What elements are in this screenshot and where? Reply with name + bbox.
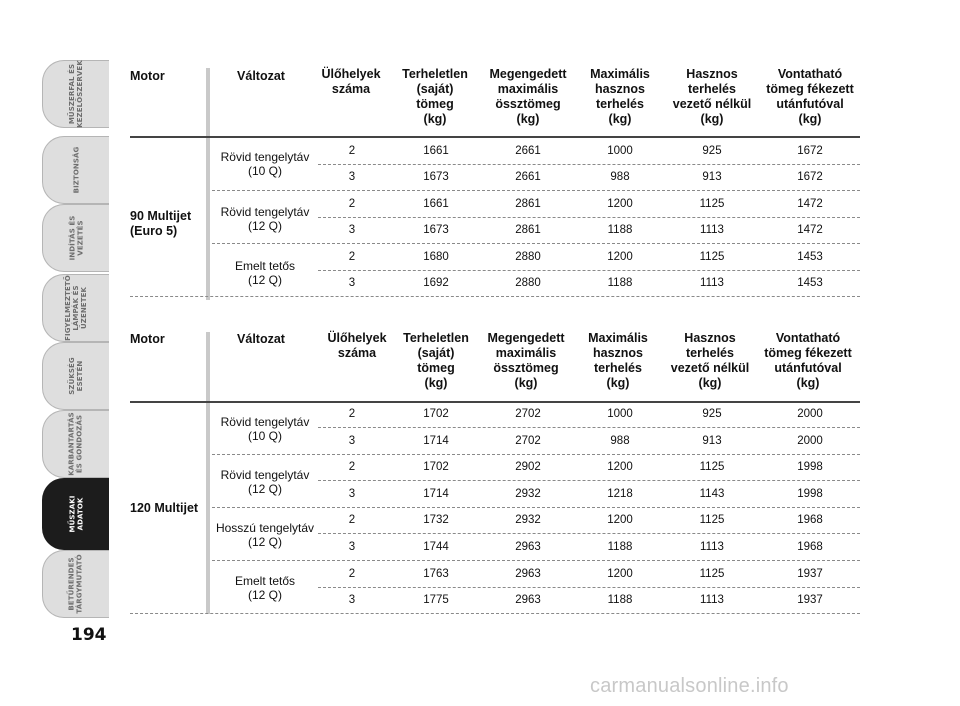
header-valtozat: Változat: [237, 332, 285, 346]
table-cell: 3: [348, 434, 356, 447]
table-cell: 2000: [797, 408, 823, 420]
row-divider: [318, 217, 860, 218]
table-cell: 1200: [607, 514, 633, 527]
header-maximalis: Maximális hasznos terhelés (kg): [590, 67, 650, 126]
table-cell: 2661: [515, 171, 541, 184]
version-label: Hosszú tengelytáv (12 Q): [215, 521, 315, 549]
table-cell: 3: [348, 277, 356, 289]
table-cell: 1125: [699, 567, 725, 580]
table-cell: 1692: [423, 277, 449, 289]
row-divider: [318, 480, 860, 481]
table-cell: 3: [348, 541, 356, 553]
tab-karbantartas[interactable]: [42, 410, 109, 478]
tab-label: INDÍTÁS ÉS VEZETÉS: [68, 215, 84, 261]
version-label: Rövid tengelytáv (12 Q): [220, 468, 310, 496]
page-number: 194: [71, 625, 107, 645]
tab-label: BIZTONSÁG: [72, 146, 80, 194]
table-cell: 2963: [515, 541, 541, 553]
table-cell: 2963: [515, 567, 541, 580]
table-cell: 2861: [515, 197, 541, 210]
table-cell: 2963: [515, 594, 541, 607]
table-cell: 1673: [423, 224, 449, 237]
table-cell: 1714: [423, 434, 449, 447]
table-cell: 1763: [423, 567, 449, 580]
tab-label: MŰSZERFAL ÉS KEZELŐSZERVEK: [68, 60, 84, 128]
table-cell: 2880: [515, 250, 541, 263]
row-divider: [212, 190, 860, 191]
tab-betrendes[interactable]: [42, 550, 109, 618]
table-cell: 1113: [700, 594, 724, 607]
header-valtozat: Változat: [237, 69, 285, 83]
table-cell: 1673: [423, 171, 449, 184]
table-cell: 1200: [607, 250, 633, 263]
column-divider: [206, 68, 210, 300]
table-cell: 3: [348, 171, 356, 184]
row-divider: [212, 507, 860, 508]
table-cell: 1702: [423, 461, 449, 474]
column-divider: [206, 332, 210, 614]
header-ulohelyek: Ülőhelyek száma: [327, 331, 387, 360]
tab-szukseg[interactable]: [42, 342, 109, 410]
table-cell: 2: [348, 461, 356, 474]
table-cell: 1672: [797, 171, 823, 184]
table-cell: 1680: [423, 250, 449, 263]
table-cell: 2: [348, 567, 356, 580]
row-divider: [212, 560, 860, 561]
table-cell: 3: [348, 487, 356, 500]
table-cell: 1125: [699, 250, 725, 263]
table-cell: 1732: [423, 514, 449, 527]
table-cell: 1453: [797, 250, 823, 263]
table-cell: 2902: [515, 461, 541, 474]
table-cell: 1188: [607, 594, 633, 607]
tab-label: KARBANTARTÁS ÉS GONDOZÁS: [68, 412, 84, 476]
table-cell: 988: [610, 434, 630, 447]
row-divider: [212, 454, 860, 455]
tab-figyelmezteto[interactable]: [42, 274, 109, 342]
table-cell: 1113: [700, 277, 724, 289]
row-divider: [130, 613, 860, 614]
row-divider: [212, 243, 860, 244]
table-cell: 1200: [607, 461, 633, 474]
tab-label: SZÜKSÉG ESETÉN: [68, 357, 84, 395]
table-cell: 1968: [797, 541, 823, 553]
table-cell: 2: [348, 250, 356, 263]
table-cell: 1672: [797, 145, 823, 157]
table-cell: 2: [348, 408, 356, 420]
table-cell: 2: [348, 514, 356, 527]
table-cell: 2932: [515, 514, 541, 527]
table-cell: 1968: [797, 514, 823, 527]
header-vontathato: Vontatható tömeg fékezett utánfutóval (kg): [764, 331, 852, 390]
table-cell: 1453: [797, 277, 823, 289]
tab-label: FIGYELMEZTETŐ LÁMPÁK ÉS ÜZENETEK: [63, 275, 88, 341]
row-divider: [318, 427, 860, 428]
table-cell: 1702: [423, 408, 449, 420]
row-divider: [318, 270, 860, 271]
table-cell: 1113: [700, 224, 724, 237]
version-label: Rövid tengelytáv (10 Q): [220, 150, 310, 178]
tab-inditas[interactable]: [42, 204, 109, 272]
watermark: carmanualsonline.info: [590, 675, 789, 697]
table-cell: 1113: [700, 541, 724, 553]
row-divider: [130, 296, 860, 297]
table-cell: 1200: [607, 567, 633, 580]
engine-label: 120 Multijet: [130, 501, 199, 515]
table-cell: 2861: [515, 224, 541, 237]
row-divider: [318, 164, 860, 165]
table-cell: 913: [702, 434, 722, 447]
table-cell: 2702: [515, 434, 541, 447]
table-cell: 1000: [607, 145, 633, 157]
table-cell: 1661: [423, 145, 449, 157]
table-cell: 2880: [515, 277, 541, 289]
table-cell: 1188: [607, 277, 633, 289]
table-cell: 1937: [797, 594, 823, 607]
table-cell: 925: [702, 408, 722, 420]
table-cell: 1937: [797, 567, 823, 580]
table-cell: 1188: [607, 541, 633, 553]
tab-label: BETŰRENDES TÁRGYMUTATÓ: [68, 554, 84, 614]
table-cell: 1472: [797, 197, 823, 210]
table-cell: 2932: [515, 487, 541, 500]
tab-muszerfal[interactable]: [42, 60, 109, 128]
table-cell: 925: [702, 145, 722, 157]
table-cell: 2: [348, 197, 356, 210]
table-cell: 1714: [423, 487, 449, 500]
header-motor: Motor: [130, 69, 165, 83]
header-megengedett: Megengedett maximális össztömeg (kg): [489, 67, 567, 126]
engine-label: 90 Multijet (Euro 5): [130, 209, 192, 238]
header-hasznos: Hasznos terhelés vezető nélkül (kg): [670, 331, 750, 390]
row-divider: [318, 533, 860, 534]
version-label: Emelt tetős (12 Q): [234, 574, 296, 602]
table-cell: 1998: [797, 461, 823, 474]
table-cell: 2: [348, 145, 356, 157]
table-cell: 1218: [607, 487, 633, 500]
table-cell: 3: [348, 594, 356, 607]
header-rule: [130, 401, 860, 403]
table-cell: 2000: [797, 434, 823, 447]
table-cell: 1125: [699, 461, 725, 474]
header-megengedett: Megengedett maximális össztömeg (kg): [487, 331, 565, 390]
table-cell: 1125: [699, 514, 725, 527]
row-divider: [318, 587, 860, 588]
version-label: Emelt tetős (12 Q): [234, 259, 296, 287]
table-cell: 1143: [699, 487, 725, 500]
table-cell: 1000: [607, 408, 633, 420]
table-cell: 1125: [699, 197, 725, 210]
header-vontathato: Vontatható tömeg fékezett utánfutóval (kg): [766, 67, 854, 126]
table-cell: 1744: [423, 541, 449, 553]
header-maximalis: Maximális hasznos terhelés (kg): [588, 331, 648, 390]
header-terheletlen: Terheletlen (saját) tömeg (kg): [403, 331, 469, 390]
version-label: Rövid tengelytáv (12 Q): [220, 205, 310, 233]
tab-muszaki-adatok[interactable]: [42, 478, 109, 550]
table-cell: 3: [348, 224, 356, 237]
tab-label: MŰSZAKI ADATOK: [67, 495, 84, 533]
table-cell: 1188: [607, 224, 633, 237]
version-label: Rövid tengelytáv (10 Q): [220, 415, 310, 443]
table-cell: 913: [702, 171, 722, 184]
table-cell: 2702: [515, 408, 541, 420]
tab-biztonsag[interactable]: [42, 136, 109, 204]
header-motor: Motor: [130, 332, 165, 346]
table-cell: 1775: [423, 594, 449, 607]
table-cell: 1998: [797, 487, 823, 500]
header-hasznos: Hasznos terhelés vezető nélkül (kg): [672, 67, 752, 126]
table-cell: 1200: [607, 197, 633, 210]
table-cell: 1472: [797, 224, 823, 237]
header-terheletlen: Terheletlen (saját) tömeg (kg): [402, 67, 468, 126]
table-cell: 1661: [423, 197, 449, 210]
table-cell: 2661: [515, 145, 541, 157]
header-ulohelyek: Ülőhelyek száma: [321, 67, 381, 96]
table-cell: 988: [610, 171, 630, 184]
header-rule: [130, 136, 860, 138]
